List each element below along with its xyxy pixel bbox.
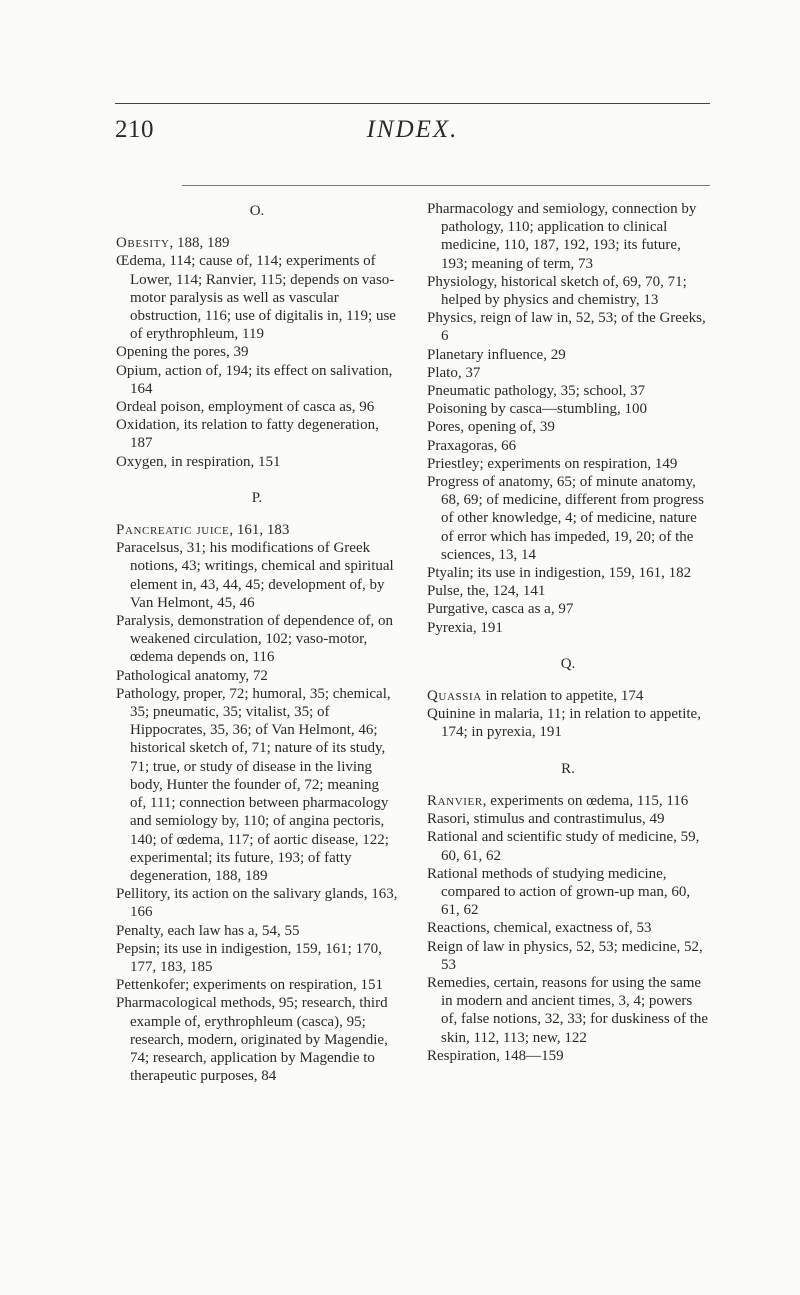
entry-headword: Obesity <box>116 235 170 252</box>
entry-text: Pulse, the, 124, 141 <box>427 583 546 600</box>
entry-text: Plato, 37 <box>427 364 481 381</box>
index-entry <box>116 362 398 398</box>
index-entry <box>116 922 398 940</box>
index-entry <box>427 564 709 582</box>
entry-text: Praxagoras, 66 <box>427 437 517 454</box>
entry-text: Reactions, chemical, exactness of, 53 <box>427 920 652 937</box>
entry-text: Physics, reign of law in, 52, 53; of the Greeks, 6 <box>427 310 706 345</box>
entry-text: , experiments on œdema, 115, 116 <box>482 792 689 809</box>
index-entry <box>427 382 709 400</box>
index-entry <box>427 1047 709 1065</box>
entry-text: Pathological anatomy, 72 <box>116 667 268 684</box>
section-letter: Q. <box>560 655 576 672</box>
index-entry <box>427 200 709 273</box>
entry-headword: Ranvier <box>427 792 483 809</box>
entry-text: Rational and scientific study of medicine, 59, 60, 61, 62 <box>427 829 700 864</box>
entry-text: Physiology, historical sketch of, 69, 70, 71; helped by physics and chemistry, 13 <box>427 273 687 309</box>
index-entry <box>427 619 709 637</box>
entry-text: Pettenkofer; experiments on respiration, 151 <box>116 977 384 994</box>
entry-text: Oxygen, in respiration, 151 <box>116 453 281 470</box>
entry-text: Penalty, each law has a, 54, 55 <box>116 922 300 939</box>
entry-headword: Pancreatic juice <box>116 522 230 539</box>
entry-text: Rasori, stimulus and contrastimulus, 49 <box>427 811 665 828</box>
index-column-right <box>427 200 709 1065</box>
entry-text: Œdema, 114; cause of, 114; experiments of Lower, 114; Ranvier, 115; depends on vaso-motor paralysis as well as vascular obstruction, 116; use of digitalis in, 119; use of erythrophleum, 119 <box>116 253 396 343</box>
index-entry <box>116 453 398 471</box>
index-entry <box>427 364 709 382</box>
page-header <box>115 116 710 160</box>
entry-text: Poisoning by casca—stumbling, 100 <box>427 401 647 418</box>
index-entry <box>116 994 398 1085</box>
index-entry <box>427 792 709 810</box>
page-number: 210 <box>115 116 154 143</box>
entry-text: Pharmacological methods, 95; research, third example of, erythrophleum (casca), 95; research, modern, originated by Magendie, 74; research, application by Magendie to therapeutic purposes, 84 <box>116 995 388 1085</box>
entry-text: in relation to appetite, 174 <box>481 688 644 705</box>
index-entry <box>116 685 398 885</box>
entry-text: Opening the pores, 39 <box>116 344 249 361</box>
index-entry <box>427 346 709 364</box>
entry-text: Rational methods of studying medicine, compared to action of grown-up man, 60, 61, 62 <box>427 865 691 919</box>
index-entry <box>427 919 709 937</box>
index-entry <box>116 539 398 612</box>
entry-text: Priestley; experiments on respiration, 149 <box>427 455 678 472</box>
index-entry <box>427 705 709 741</box>
entry-text: Pathology, proper, 72; humoral, 35; chemical, 35; pneumatic, 35; vitalist, 35; of Hippocrates, 35, 36; of Van Helmont, 46; historical sketch of, 71; nature of its study, 71; true, or study of disease in the living body, Hunter the founder of, 72; meaning of, 111; connection between pharmacology and semiology by, 110; of angina pectoris, 140; of œdema, 117; of aortic disease, 122; experimental; its future, 193; of fatty degeneration, 188, 189 <box>116 685 391 884</box>
section-letter: P. <box>251 489 263 506</box>
index-entry <box>116 885 398 921</box>
index-entry <box>427 400 709 418</box>
entry-text: Pepsin; its use in indigestion, 159, 161; 170, 177, 183, 185 <box>116 940 382 975</box>
index-entry <box>116 252 398 343</box>
index-entry <box>427 810 709 828</box>
entry-text: Oxidation, its relation to fatty degeneration, 187 <box>116 417 379 452</box>
index-entry <box>116 416 398 452</box>
entry-text: Paracelsus, 31; his modifications of Greek notions, 43; writings, chemical and spiritual element in, 43, 44, 45; development of, by Van Helmont, 45, 46 <box>116 540 394 611</box>
entry-text: Progress of anatomy, 65; of minute anatomy, 68, 69; of medicine, different from progress of other knowledge, 4; of medicine, nature of error which has impeded, 19, 20; of the sciences, 13, 14 <box>427 474 704 563</box>
entry-text: Pellitory, its action on the salivary glands, 163, 166 <box>116 886 398 921</box>
index-entry <box>116 234 398 252</box>
entry-headword: Quassia <box>427 688 482 705</box>
index-entry <box>427 437 709 455</box>
entry-text: Purgative, casca as a, 97 <box>427 601 574 618</box>
index-column-left <box>116 200 398 1085</box>
index-entry <box>427 974 709 1047</box>
index-entry <box>116 940 398 976</box>
entry-text: Remedies, certain, reasons for using the same in modern and ancient times, 3, 4; powers of, false notions, 32, 33; for duskiness of the skin, 112, 113; new, 122 <box>427 974 709 1046</box>
section-letter: O. <box>249 203 265 219</box>
index-entry <box>116 976 398 994</box>
index-entry <box>427 687 709 705</box>
entry-text: Pores, opening of, 39 <box>427 419 555 436</box>
index-entry <box>116 667 398 685</box>
index-entry <box>427 582 709 600</box>
entry-text: Pharmacology and semiology, connection by pathology, 110; application to clinical medicine, 110, 187, 192, 193; its future, 193; meaning of term, 73 <box>427 201 697 272</box>
entry-text: Pyrexia, 191 <box>427 619 503 636</box>
index-entry <box>116 398 398 416</box>
entry-text: Reign of law in physics, 52, 53; medicine, 52, 53 <box>427 938 703 973</box>
entry-text: Planetary influence, 29 <box>427 346 566 363</box>
index-entry <box>427 473 709 564</box>
index-entry <box>427 273 709 309</box>
entry-text: Quinine in malaria, 11; in relation to appetite, 174; in pyrexia, 191 <box>427 706 701 741</box>
index-entry <box>116 612 398 667</box>
index-entry <box>427 418 709 436</box>
entry-text: Pneumatic pathology, 35; school, 37 <box>427 383 646 400</box>
index-entry <box>427 865 709 920</box>
index-entry <box>427 455 709 473</box>
entry-text: , 161, 183 <box>229 522 290 539</box>
index-entry <box>427 828 709 864</box>
index-entry <box>116 343 398 361</box>
entry-text: , 188, 189 <box>169 235 230 252</box>
index-entry <box>116 521 398 539</box>
index-entry <box>427 309 709 345</box>
divider-rule <box>182 185 710 186</box>
index-entry <box>427 938 709 974</box>
entry-text: Opium, action of, 194; its effect on salivation, 164 <box>116 362 393 397</box>
page-title: INDEX. <box>366 116 459 143</box>
header-rule <box>115 103 710 104</box>
entry-text: Ptyalin; its use in indigestion, 159, 161, 182 <box>427 565 692 582</box>
entry-text: Paralysis, demonstration of dependence of, on weakened circulation, 102; vaso-motor, œdema depends on, 116 <box>116 613 394 666</box>
section-letter: R. <box>561 760 575 777</box>
index-entry <box>427 600 709 618</box>
entry-text: Respiration, 148—159 <box>427 1047 564 1064</box>
entry-text: Ordeal poison, employment of casca as, 96 <box>116 399 375 416</box>
